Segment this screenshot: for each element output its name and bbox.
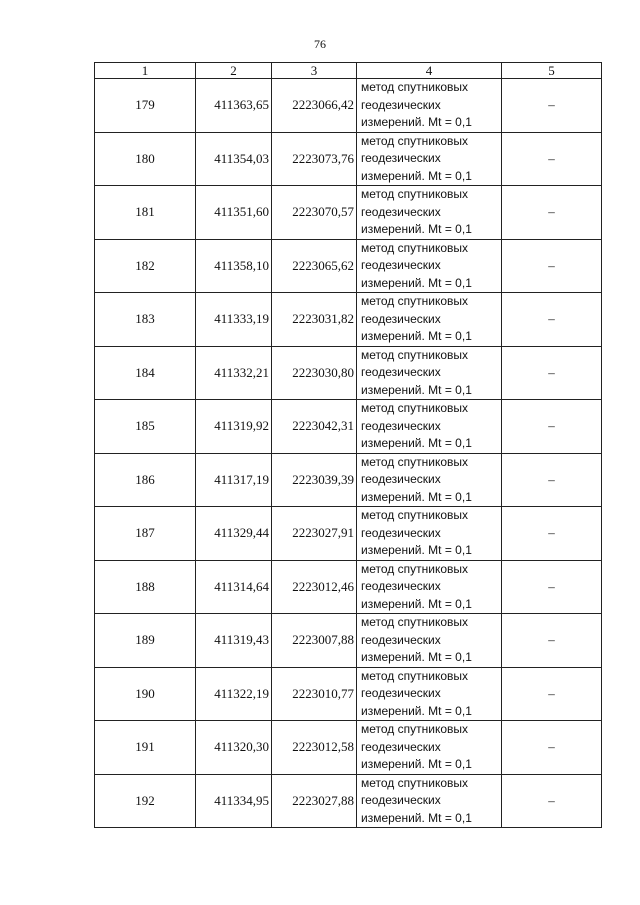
- y-coordinate-cell: 2223073,76: [272, 132, 357, 186]
- y-coordinate-cell: 2223030,80: [272, 346, 357, 400]
- table-row: [95, 400, 602, 454]
- point-number-cell: 191: [95, 721, 196, 775]
- table-row: [95, 132, 602, 186]
- note-cell: –: [502, 293, 602, 347]
- point-number-cell: 190: [95, 667, 196, 721]
- method-line: измерений. Mt = 0,1: [361, 329, 472, 343]
- point-number-cell: 182: [95, 239, 196, 293]
- method-cell: [357, 346, 502, 400]
- note-cell: –: [502, 721, 602, 775]
- y-coordinate-cell: 2223012,46: [272, 560, 357, 614]
- method-line: геодезических: [361, 365, 441, 379]
- page-number: 76: [314, 37, 326, 51]
- method-line: измерений. Mt = 0,1: [361, 115, 472, 129]
- note-cell: –: [502, 560, 602, 614]
- y-coordinate-cell: 2223039,39: [272, 453, 357, 507]
- method-line: геодезических: [361, 97, 441, 112]
- x-coordinate-cell: 411314,64: [196, 560, 272, 614]
- note-cell: –: [502, 507, 602, 561]
- note-cell: –: [502, 453, 602, 507]
- point-number-cell: 179: [95, 79, 196, 133]
- note-cell: –: [502, 346, 602, 400]
- column-header-3: 3: [272, 63, 357, 79]
- method-line: измерений. Mt = 0,1: [361, 489, 472, 504]
- method-cell: [357, 79, 502, 133]
- y-coordinate-cell: 2223027,91: [272, 507, 357, 561]
- method-cell: [357, 453, 502, 507]
- method-cell: [357, 293, 502, 347]
- table-row: [95, 614, 602, 668]
- x-coordinate-cell: 411354,03: [196, 132, 272, 186]
- x-coordinate-cell: 411334,95: [196, 774, 272, 828]
- note-cell: –: [502, 667, 602, 721]
- y-coordinate-cell: 2223031,82: [272, 293, 357, 347]
- x-coordinate-cell: 411333,19: [196, 293, 272, 347]
- table-row: [95, 774, 602, 828]
- method-line: метод спутниковых: [361, 775, 469, 790]
- x-coordinate-cell: 411332,21: [196, 346, 272, 400]
- method-line: измерений. Mt = 0,1: [361, 543, 472, 557]
- method-cell: [357, 186, 502, 240]
- method-line: метод спутниковых: [361, 401, 469, 415]
- point-number-cell: 189: [95, 614, 196, 668]
- method-line: геодезических: [361, 525, 441, 540]
- point-number-cell: 186: [95, 453, 196, 507]
- method-line: метод спутниковых: [361, 80, 469, 94]
- method-cell: [357, 132, 502, 186]
- column-header-5: 5: [502, 63, 602, 79]
- point-number-cell: 180: [95, 132, 196, 186]
- note-cell: –: [502, 774, 602, 828]
- table-row: [95, 667, 602, 721]
- note-cell: –: [502, 239, 602, 293]
- method-cell: [357, 560, 502, 614]
- method-line: измерений. Mt = 0,1: [361, 703, 472, 718]
- method-cell: [357, 507, 502, 561]
- method-line: метод спутниковых: [361, 668, 469, 683]
- point-number-cell: 181: [95, 186, 196, 240]
- method-line: измерений. Mt = 0,1: [361, 436, 472, 450]
- y-coordinate-cell: 2223007,88: [272, 614, 357, 668]
- point-number-cell: 188: [95, 560, 196, 614]
- y-coordinate-cell: 2223065,62: [272, 239, 357, 293]
- x-coordinate-cell: 411363,65: [196, 79, 272, 133]
- method-line: метод спутниковых: [361, 187, 469, 201]
- method-line: измерений. Mt = 0,1: [361, 168, 472, 183]
- method-cell: [357, 239, 502, 293]
- column-header-4: 4: [357, 63, 502, 79]
- header-row: [95, 63, 602, 79]
- x-coordinate-cell: 411351,60: [196, 186, 272, 240]
- x-coordinate-cell: 411358,10: [196, 239, 272, 293]
- method-cell: [357, 614, 502, 668]
- method-line: геодезических: [361, 793, 441, 807]
- method-line: геодезических: [361, 686, 441, 700]
- table-row: [95, 453, 602, 507]
- table-row: [95, 186, 602, 240]
- note-cell: –: [502, 614, 602, 668]
- method-line: метод спутниковых: [361, 240, 469, 255]
- table-row: [95, 560, 602, 614]
- x-coordinate-cell: 411320,30: [196, 721, 272, 775]
- column-header-1: 1: [95, 63, 196, 79]
- y-coordinate-cell: 2223070,57: [272, 186, 357, 240]
- method-cell: [357, 400, 502, 454]
- coordinates-table: [94, 62, 602, 828]
- method-line: геодезических: [361, 204, 441, 219]
- y-coordinate-cell: 2223042,31: [272, 400, 357, 454]
- table-row: [95, 79, 602, 133]
- method-line: метод спутниковых: [361, 347, 469, 362]
- x-coordinate-cell: 411319,92: [196, 400, 272, 454]
- method-line: измерений. Mt = 0,1: [361, 275, 472, 290]
- method-line: измерений. Mt = 0,1: [361, 650, 472, 664]
- method-line: измерений. Mt = 0,1: [361, 382, 472, 397]
- method-line: геодезических: [361, 151, 441, 165]
- point-number-cell: 184: [95, 346, 196, 400]
- table-body: [95, 79, 602, 828]
- point-number-cell: 192: [95, 774, 196, 828]
- column-header-2: 2: [196, 63, 272, 79]
- method-line: метод спутниковых: [361, 294, 469, 308]
- point-number-cell: 185: [95, 400, 196, 454]
- x-coordinate-cell: 411322,19: [196, 667, 272, 721]
- method-line: геодезических: [361, 739, 441, 754]
- method-line: геодезических: [361, 418, 441, 433]
- y-coordinate-cell: 2223027,88: [272, 774, 357, 828]
- table-row: [95, 721, 602, 775]
- table-row: [95, 507, 602, 561]
- method-line: метод спутниковых: [361, 615, 469, 629]
- method-line: геодезических: [361, 579, 441, 593]
- note-cell: –: [502, 79, 602, 133]
- table-row: [95, 293, 602, 347]
- x-coordinate-cell: 411317,19: [196, 453, 272, 507]
- y-coordinate-cell: 2223066,42: [272, 79, 357, 133]
- method-line: метод спутниковых: [361, 454, 469, 469]
- point-number-cell: 183: [95, 293, 196, 347]
- note-cell: –: [502, 132, 602, 186]
- method-line: геодезических: [361, 632, 441, 647]
- method-line: измерений. Mt = 0,1: [361, 757, 472, 771]
- method-line: измерений. Mt = 0,1: [361, 596, 472, 611]
- method-line: геодезических: [361, 258, 441, 272]
- method-line: измерений. Mt = 0,1: [361, 810, 472, 825]
- note-cell: –: [502, 186, 602, 240]
- method-cell: [357, 667, 502, 721]
- method-line: геодезических: [361, 311, 441, 326]
- x-coordinate-cell: 411319,43: [196, 614, 272, 668]
- method-cell: [357, 774, 502, 828]
- method-line: метод спутниковых: [361, 561, 469, 576]
- x-coordinate-cell: 411329,44: [196, 507, 272, 561]
- method-line: метод спутниковых: [361, 722, 469, 736]
- point-number-cell: 187: [95, 507, 196, 561]
- method-line: метод спутниковых: [361, 133, 469, 148]
- method-cell: [357, 721, 502, 775]
- table-row: [95, 239, 602, 293]
- y-coordinate-cell: 2223012,58: [272, 721, 357, 775]
- y-coordinate-cell: 2223010,77: [272, 667, 357, 721]
- method-line: геодезических: [361, 472, 441, 486]
- method-line: метод спутниковых: [361, 508, 469, 522]
- table-row: [95, 346, 602, 400]
- note-cell: –: [502, 400, 602, 454]
- method-line: измерений. Mt = 0,1: [361, 222, 472, 236]
